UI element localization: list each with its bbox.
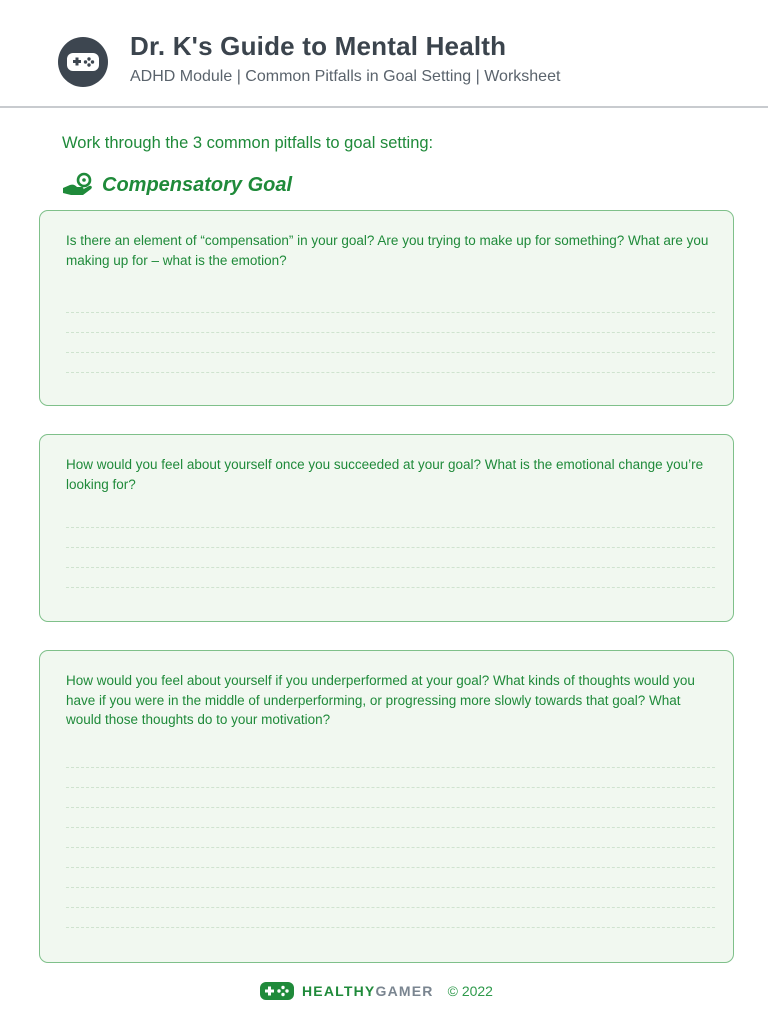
gamepad-icon bbox=[260, 981, 294, 1001]
question-prompt: Is there an element of “compensation” in your goal? Are you trying to make up for something? What are you making up for – what is the emotion? bbox=[66, 233, 709, 268]
answer-line bbox=[66, 787, 715, 788]
logo bbox=[58, 37, 108, 87]
answer-line bbox=[66, 887, 715, 888]
section-heading bbox=[62, 170, 292, 200]
copyright: © 2022 bbox=[447, 983, 493, 999]
answer-line bbox=[66, 352, 715, 353]
answer-line bbox=[66, 567, 715, 568]
section-title: Compensatory Goal bbox=[102, 173, 293, 196]
answer-line bbox=[66, 332, 715, 333]
page-subtitle: ADHD Module | Common Pitfalls in Goal Setting | Worksheet bbox=[130, 68, 561, 85]
answer-line bbox=[66, 527, 715, 528]
answer-line bbox=[66, 867, 715, 868]
page-header bbox=[0, 0, 768, 108]
footer bbox=[260, 980, 493, 1002]
brand-name-part2: GAMER bbox=[375, 983, 434, 999]
hand-coin-icon bbox=[62, 172, 94, 198]
gamepad-icon bbox=[67, 50, 99, 74]
question-box bbox=[39, 434, 734, 622]
answer-line bbox=[66, 547, 715, 548]
question-prompt: How would you feel about yourself if you underperformed at your goal? What kinds of thoughts would you have if you were in the middle of underperforming, or progressing more slowly towards that goal? What would those thoughts do to your motivation? bbox=[66, 673, 695, 727]
brand-name-part1: HEALTHY bbox=[302, 983, 376, 999]
question-prompt: How would you feel about yourself once you succeeded at your goal? What is the emotional change you’re looking for? bbox=[66, 457, 704, 492]
answer-line bbox=[66, 927, 715, 928]
answer-line bbox=[66, 847, 715, 848]
answer-line bbox=[66, 372, 715, 373]
answer-line bbox=[66, 767, 715, 768]
answer-line bbox=[66, 827, 715, 828]
answer-line bbox=[66, 587, 715, 588]
question-box bbox=[39, 210, 734, 406]
answer-line bbox=[66, 312, 715, 313]
question-box bbox=[39, 650, 734, 963]
answer-line bbox=[66, 807, 715, 808]
answer-line bbox=[66, 907, 715, 908]
page-title: Dr. K's Guide to Mental Health bbox=[130, 31, 507, 61]
intro-text: Work through the 3 common pitfalls to goal setting: bbox=[62, 134, 434, 152]
